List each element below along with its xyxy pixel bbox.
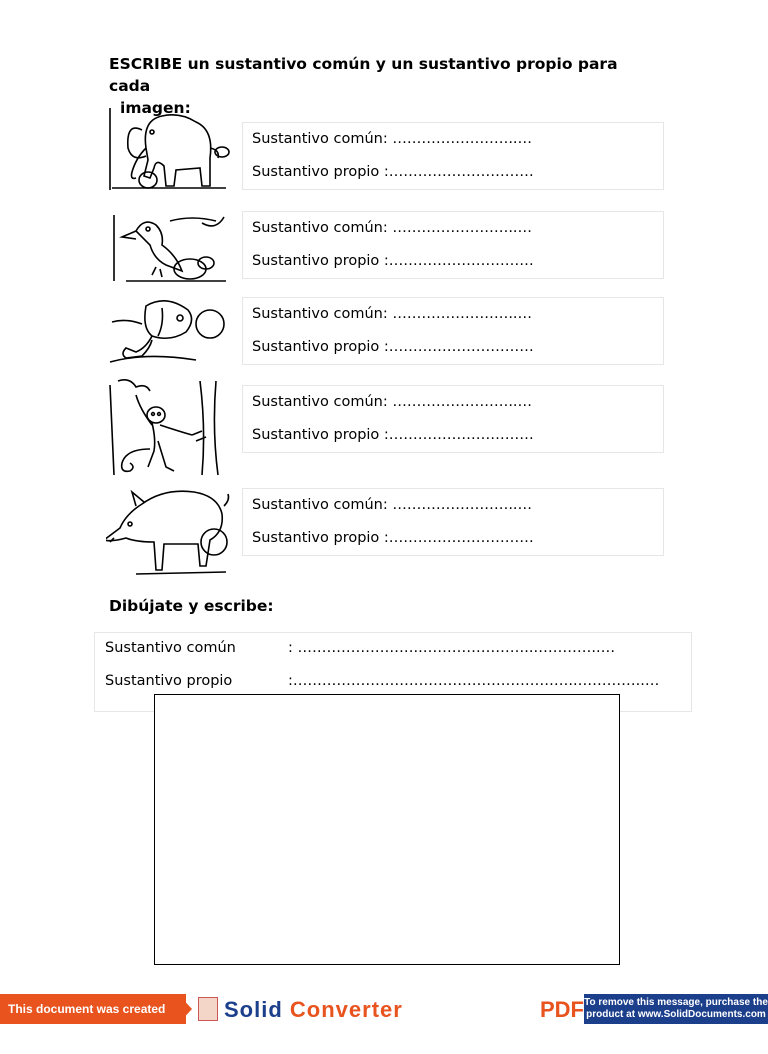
bird-drawing [106,211,232,283]
boar-drawing [106,486,232,576]
converter-footer-banner [0,994,768,1046]
common-noun-line[interactable]: : ……………………..…………………..…………..… [288,640,616,656]
solid-converter-logo [224,995,403,1025]
pdf-document-icon [198,997,218,1021]
common-noun-line[interactable]: Sustantivo común: ……………………..… [252,497,533,513]
footer-purchase-link[interactable]: To remove this message, purchase the product at www.SolidDocuments.com [584,994,768,1024]
answer-box-2 [242,211,664,279]
proper-noun-line[interactable]: Sustantivo propio :………………………… [252,339,534,355]
proper-noun-line[interactable]: Sustantivo propio :………………………… [252,164,534,180]
fish-drawing [106,296,232,364]
common-noun-line[interactable]: Sustantivo común: ……………………..… [252,131,533,147]
answer-box-5 [242,488,664,556]
answer-box-1 [242,122,664,190]
common-noun-line[interactable]: Sustantivo común: ……………………..… [252,394,533,410]
common-noun-label: Sustantivo común [105,640,236,656]
answer-box-4 [242,385,664,453]
footer-arrow-icon [178,994,192,1024]
proper-noun-line[interactable]: Sustantivo propio :………………………… [252,530,534,546]
brand-converter: Converter [289,997,403,1022]
title-line-1: ESCRIBE un sustantivo común y un sustantivo propio para cada [109,55,618,95]
draw-yourself-heading: Dibújate y escribe: [109,597,274,615]
answer-box-3 [242,297,664,365]
drawing-area[interactable] [154,694,620,965]
title-line-2: imagen: [120,99,191,117]
proper-noun-line[interactable]: Sustantivo propio :………………………… [252,427,534,443]
common-noun-line[interactable]: Sustantivo común: ……………………..… [252,220,533,236]
proper-noun-label: Sustantivo propio [105,673,233,689]
proper-noun-line[interactable]: Sustantivo propio :………………………… [252,253,534,269]
footer-created-text: This document was created using [0,994,186,1024]
elephant-drawing [106,108,232,192]
common-noun-line[interactable]: Sustantivo común: ……………………..… [252,306,533,322]
brand-solid: Solid [224,997,283,1022]
brand-pdf: PDF [540,997,584,1022]
monkey-drawing [106,379,232,477]
proper-noun-line[interactable]: :…………………………………………………..…………..… [288,673,660,689]
